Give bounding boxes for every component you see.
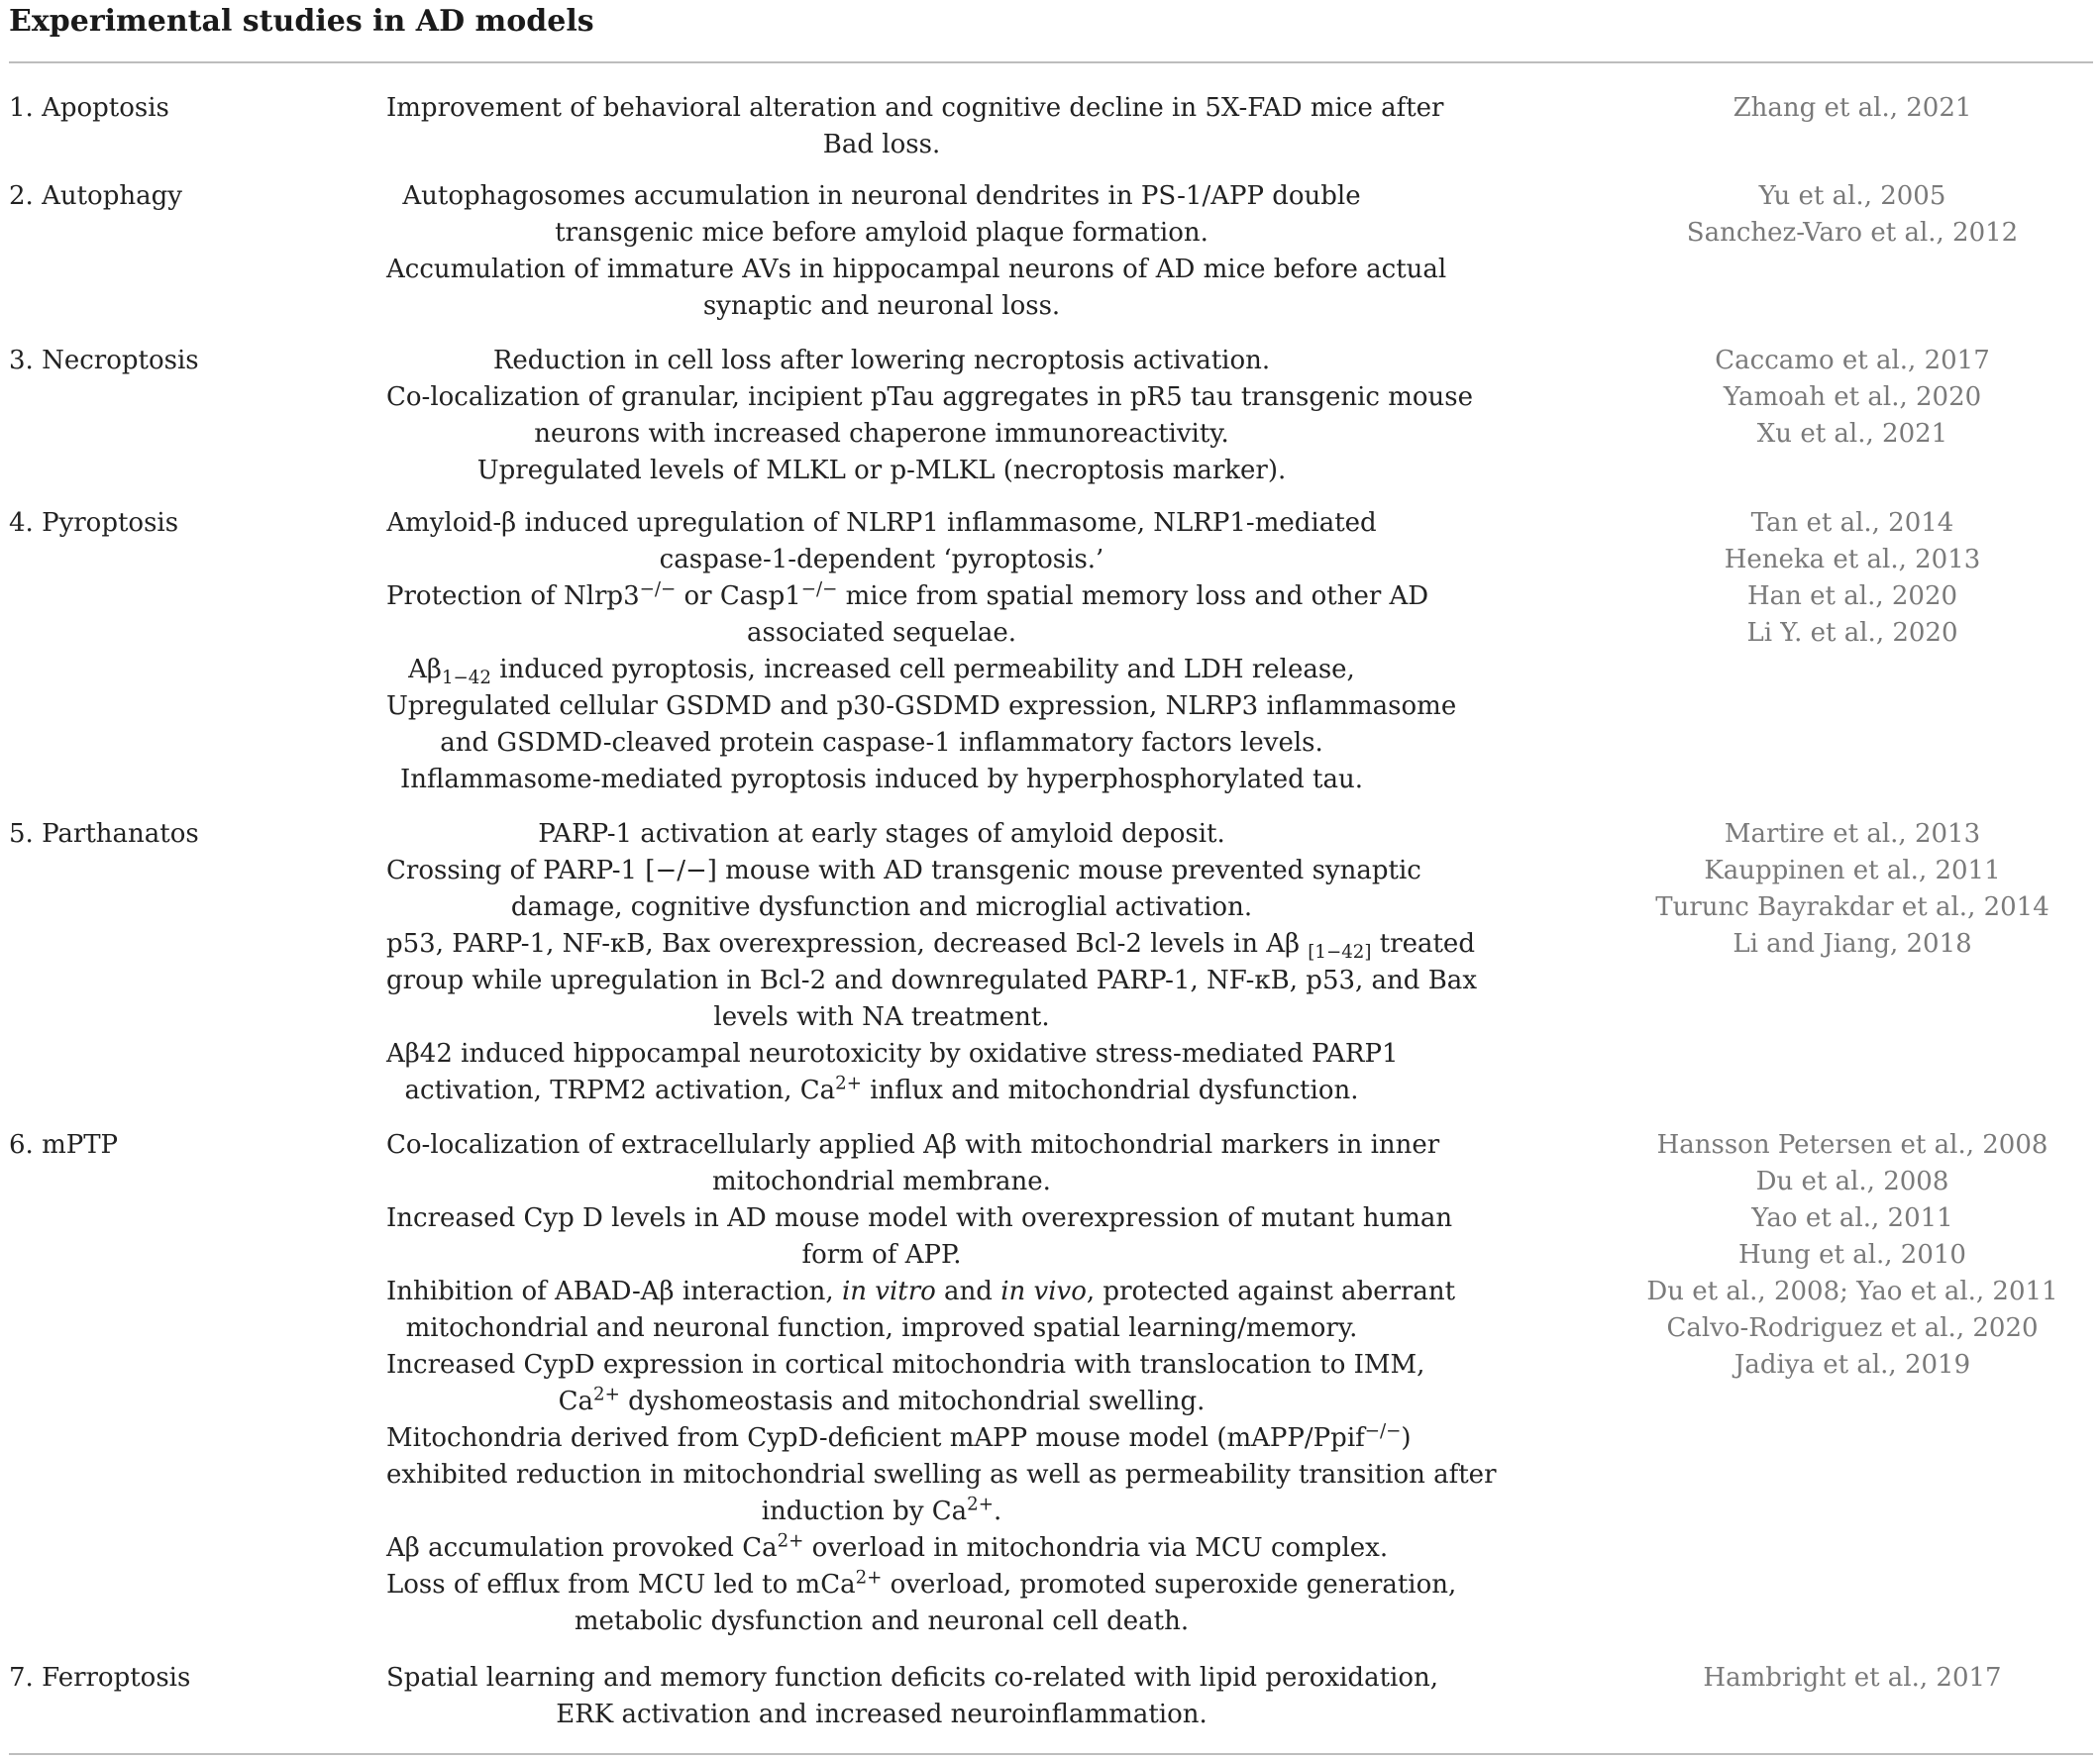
description-segment: 2+ [835, 1073, 862, 1094]
description-line: levels with NA treatment. [713, 1002, 1050, 1032]
mechanism-autophagy: 2. Autophagy [9, 181, 182, 211]
references-parthanatos: Martire et al., 2013 Kauppinen et al., 2011 Turunc Bayrakdar et al., 2014 Li and Jiang, 2018 [1655, 819, 2049, 959]
description-segment: treated [1371, 929, 1475, 959]
description-segment: in vitro [841, 1277, 936, 1306]
description-line: caspase-1-dependent ‘pyroptosis.’ [659, 545, 1104, 574]
description-line: Upregulated cellular GSDMD and p30-GSDMD expression, NLRP3 inflammasome [386, 691, 1457, 721]
description-apoptosis: Improvement of behavioral alteration and cognitive decline in 5X-FAD mice after Bad loss. [386, 93, 1444, 159]
description-line [386, 578, 1429, 615]
description-line: Increased Cyp D levels in AD mouse model with overexpression of mutant human [386, 1203, 1453, 1233]
description-segment: induced pyroptosis, increased cell permeability and LDH release, [490, 655, 1355, 684]
description-segment: activation, TRPM2 activation, Ca [404, 1076, 836, 1105]
description-autophagy: Autophagosomes accumulation in neuronal dendrites in PS-1/APP double transgenic mice before amyloid plaque formation. Accumulation of immature AVs in hippocampal neurons of AD mice before actual synaptic and neuronal loss. [386, 181, 1447, 321]
mechanism-necroptosis: 3. Necroptosis [9, 346, 199, 375]
description-segment: influx and mitochondrial dysfunction. [861, 1076, 1359, 1105]
description-line: damage, cognitive dysfunction and microglial activation. [510, 892, 1253, 922]
description-segment: induction by Ca [761, 1497, 968, 1526]
description-segment: Protection of Nlrp3 [386, 581, 640, 611]
description-segment: , protected against aberrant [1086, 1277, 1456, 1306]
description-ferroptosis: Spatial learning and memory function deficits co-related with lipid peroxidation, ERK activation and increased neuroinflammation. [386, 1663, 1439, 1729]
description-segment: 2+ [967, 1494, 994, 1515]
mechanism-parthanatos: 5. Parthanatos [9, 819, 199, 849]
description-line: Amyloid-β induced upregulation of NLRP1 inflammasome, NLRP1-mediated [386, 508, 1377, 538]
description-segment: in vivo [1000, 1277, 1087, 1306]
description-segment: 2+ [777, 1530, 804, 1552]
description-segment: −/− [800, 578, 838, 600]
description-segment: or Casp1 [676, 581, 801, 611]
references-pyroptosis: Tan et al., 2014 Heneka et al., 2013 Han et al., 2020 Li Y. et al., 2020 [1724, 508, 1981, 648]
references-autophagy: Yu et al., 2005 Sanchez-Varo et al., 2012 [1686, 181, 2019, 248]
bottom-rule [9, 1753, 2093, 1755]
description-line: PARP-1 activation at early stages of amyloid deposit. [538, 819, 1225, 849]
mechanism-pyroptosis: 4. Pyroptosis [9, 508, 179, 538]
references-mptp: Hansson Petersen et al., 2008 Du et al., 2008 Yao et al., 2011 Hung et al., 2010 Du et al., 2008; Yao et al., 2011 Calvo-Rodriguez et al., 2020 Jadiya et al., 2019 [1646, 1130, 2058, 1380]
description-line: exhibited reduction in mitochondrial swelling as well as permeability transition after [386, 1460, 1497, 1490]
description-segment: −/− [639, 578, 677, 600]
description-line: form of APP. [801, 1240, 962, 1270]
description-segment: Aβ [408, 655, 442, 684]
description-line [386, 1073, 1377, 1109]
description-line [386, 1384, 1377, 1420]
description-line [386, 1530, 1389, 1567]
description-line [386, 926, 1475, 964]
description-segment: . [993, 1497, 1002, 1526]
description-segment: Loss of efflux from MCU led to mCa [386, 1570, 856, 1600]
description-segment: Mitochondria derived from CypD-deficient mAPP mouse model (mAPP/Ppif [386, 1423, 1365, 1453]
description-segment: overload in mitochondria via MCU complex. [803, 1533, 1389, 1563]
description-line: Aβ42 induced hippocampal neurotoxicity by oxidative stress-mediated PARP1 [386, 1039, 1399, 1069]
description-line [386, 1420, 1412, 1457]
description-line: mitochondrial and neuronal function, improved spatial learning/memory. [405, 1313, 1358, 1343]
description-line: associated sequelae. [747, 618, 1016, 648]
description-segment: 2+ [593, 1384, 620, 1405]
description-segment: Inhibition of ABAD-Aβ interaction, [386, 1277, 842, 1306]
description-segment: 2+ [855, 1567, 883, 1589]
description-segment: [1−42] [1308, 942, 1372, 964]
description-parthanatos [386, 816, 1477, 1109]
description-segment: ) [1401, 1423, 1412, 1453]
description-segment: p53, PARP-1, NF-κB, Bax overexpression, decreased Bcl-2 levels in Aβ [386, 929, 1309, 959]
description-line: Inflammasome-mediated pyroptosis induced by hyperphosphorylated tau. [399, 765, 1364, 794]
description-segment: dyshomeostasis and mitochondrial swelling. [619, 1387, 1206, 1416]
mechanism-ferroptosis: 7. Ferroptosis [9, 1663, 191, 1693]
description-line: group while upregulation in Bcl-2 and downregulated PARP-1, NF-κB, p53, and Bax [386, 966, 1477, 995]
description-line [386, 1274, 1456, 1310]
description-necroptosis: Reduction in cell loss after lowering necroptosis activation. Co-localization of granular, incipient pTau aggregates in pR5 tau transgenic mouse neurons with increased chaperone immunoreactivity. Upregulated levels of MLKL or p-MLKL (necroptosis marker). [386, 346, 1474, 485]
description-line: Increased CypD expression in cortical mitochondria with translocation to IMM, [386, 1350, 1425, 1380]
top-rule [9, 61, 2093, 63]
description-segment: Aβ accumulation provoked Ca [386, 1533, 778, 1563]
references-necroptosis: Caccamo et al., 2017 Yamoah et al., 2020 Xu et al., 2021 [1715, 346, 1990, 449]
description-line: and GSDMD-cleaved protein caspase-1 inflammatory factors levels. [440, 728, 1323, 758]
description-line [386, 1567, 1457, 1604]
description-mptp [386, 1127, 1497, 1640]
mechanism-apoptosis: 1. Apoptosis [9, 93, 169, 123]
description-segment: Ca [558, 1387, 593, 1416]
description-pyroptosis [386, 505, 1457, 798]
description-segment: and [935, 1277, 1001, 1306]
description-line: mitochondrial membrane. [712, 1167, 1051, 1196]
description-line [386, 652, 1377, 688]
references-ferroptosis: Hambright et al., 2017 [1703, 1663, 2002, 1693]
references-apoptosis: Zhang et al., 2021 [1732, 93, 1972, 123]
mechanism-mptp: 6. mPTP [9, 1130, 119, 1160]
description-segment: mice from spatial memory loss and other AD [837, 581, 1429, 611]
description-segment: overload, promoted superoxide generation, [882, 1570, 1457, 1600]
description-segment: −/− [1364, 1420, 1402, 1442]
description-line: metabolic dysfunction and neuronal cell death. [574, 1606, 1190, 1636]
table-title: Experimental studies in AD models [9, 4, 594, 39]
description-line: Crossing of PARP-1 [−/−] mouse with AD transgenic mouse prevented synaptic [386, 856, 1421, 885]
description-line: Co-localization of extracellularly applied Aβ with mitochondrial markers in inner [386, 1130, 1440, 1160]
description-line [386, 1494, 1377, 1530]
description-segment: 1−42 [441, 668, 491, 689]
